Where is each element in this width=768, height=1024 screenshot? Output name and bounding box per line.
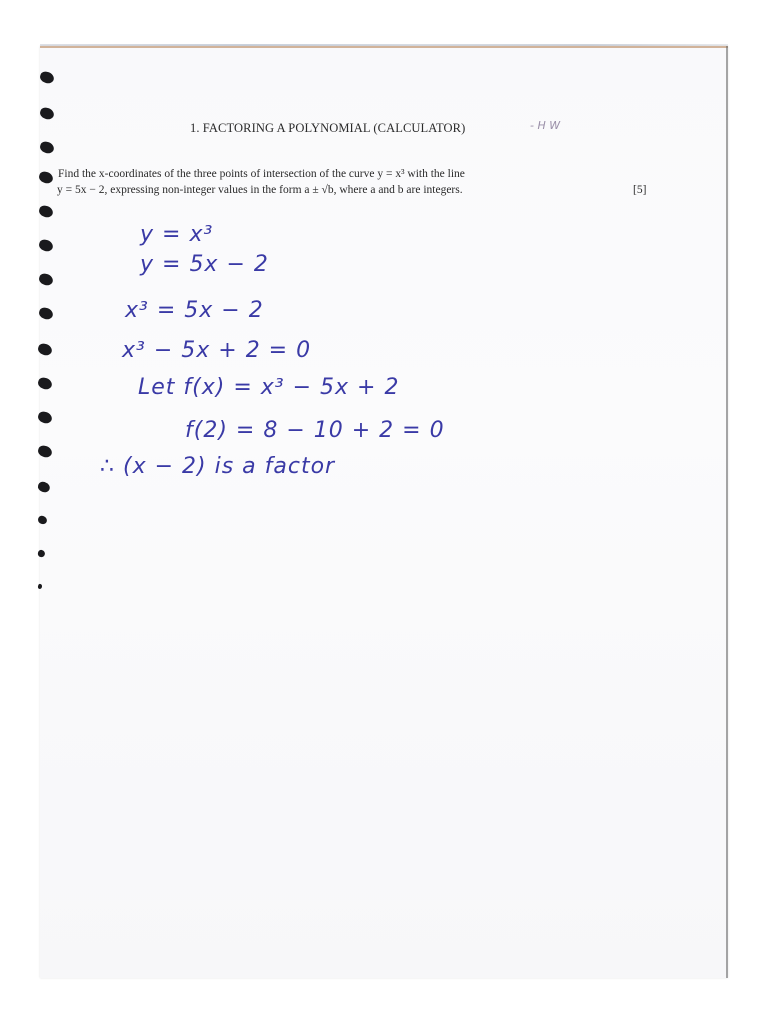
paper-right-edge <box>726 46 728 978</box>
worksheet-heading: 1. FACTORING A POLYNOMIAL (CALCULATOR) <box>190 121 466 135</box>
paper-top-edge <box>40 46 728 48</box>
working-line-3: x³ = 5x − 2 <box>125 298 264 323</box>
working-line-6: f(2) = 8 − 10 + 2 = 0 <box>185 418 445 443</box>
heading-handwritten-note: - H W <box>530 119 561 132</box>
working-line-1: y = x³ <box>140 222 214 247</box>
working-line-4: x³ − 5x + 2 = 0 <box>122 338 312 363</box>
question-line-1: Find the x-coordinates of the three points of intersection of the curve y = x³ with the line <box>58 168 465 180</box>
working-line-7: ∴ (x − 2) is a factor <box>100 454 336 479</box>
question-line-2: y = 5x − 2, expressing non-integer values in the form a ± √b, where a and b are integers. <box>57 184 463 196</box>
working-line-2: y = 5x − 2 <box>140 252 269 277</box>
question-marks: [5] <box>633 184 647 196</box>
working-line-5: Let f(x) = x³ − 5x + 2 <box>138 375 400 400</box>
